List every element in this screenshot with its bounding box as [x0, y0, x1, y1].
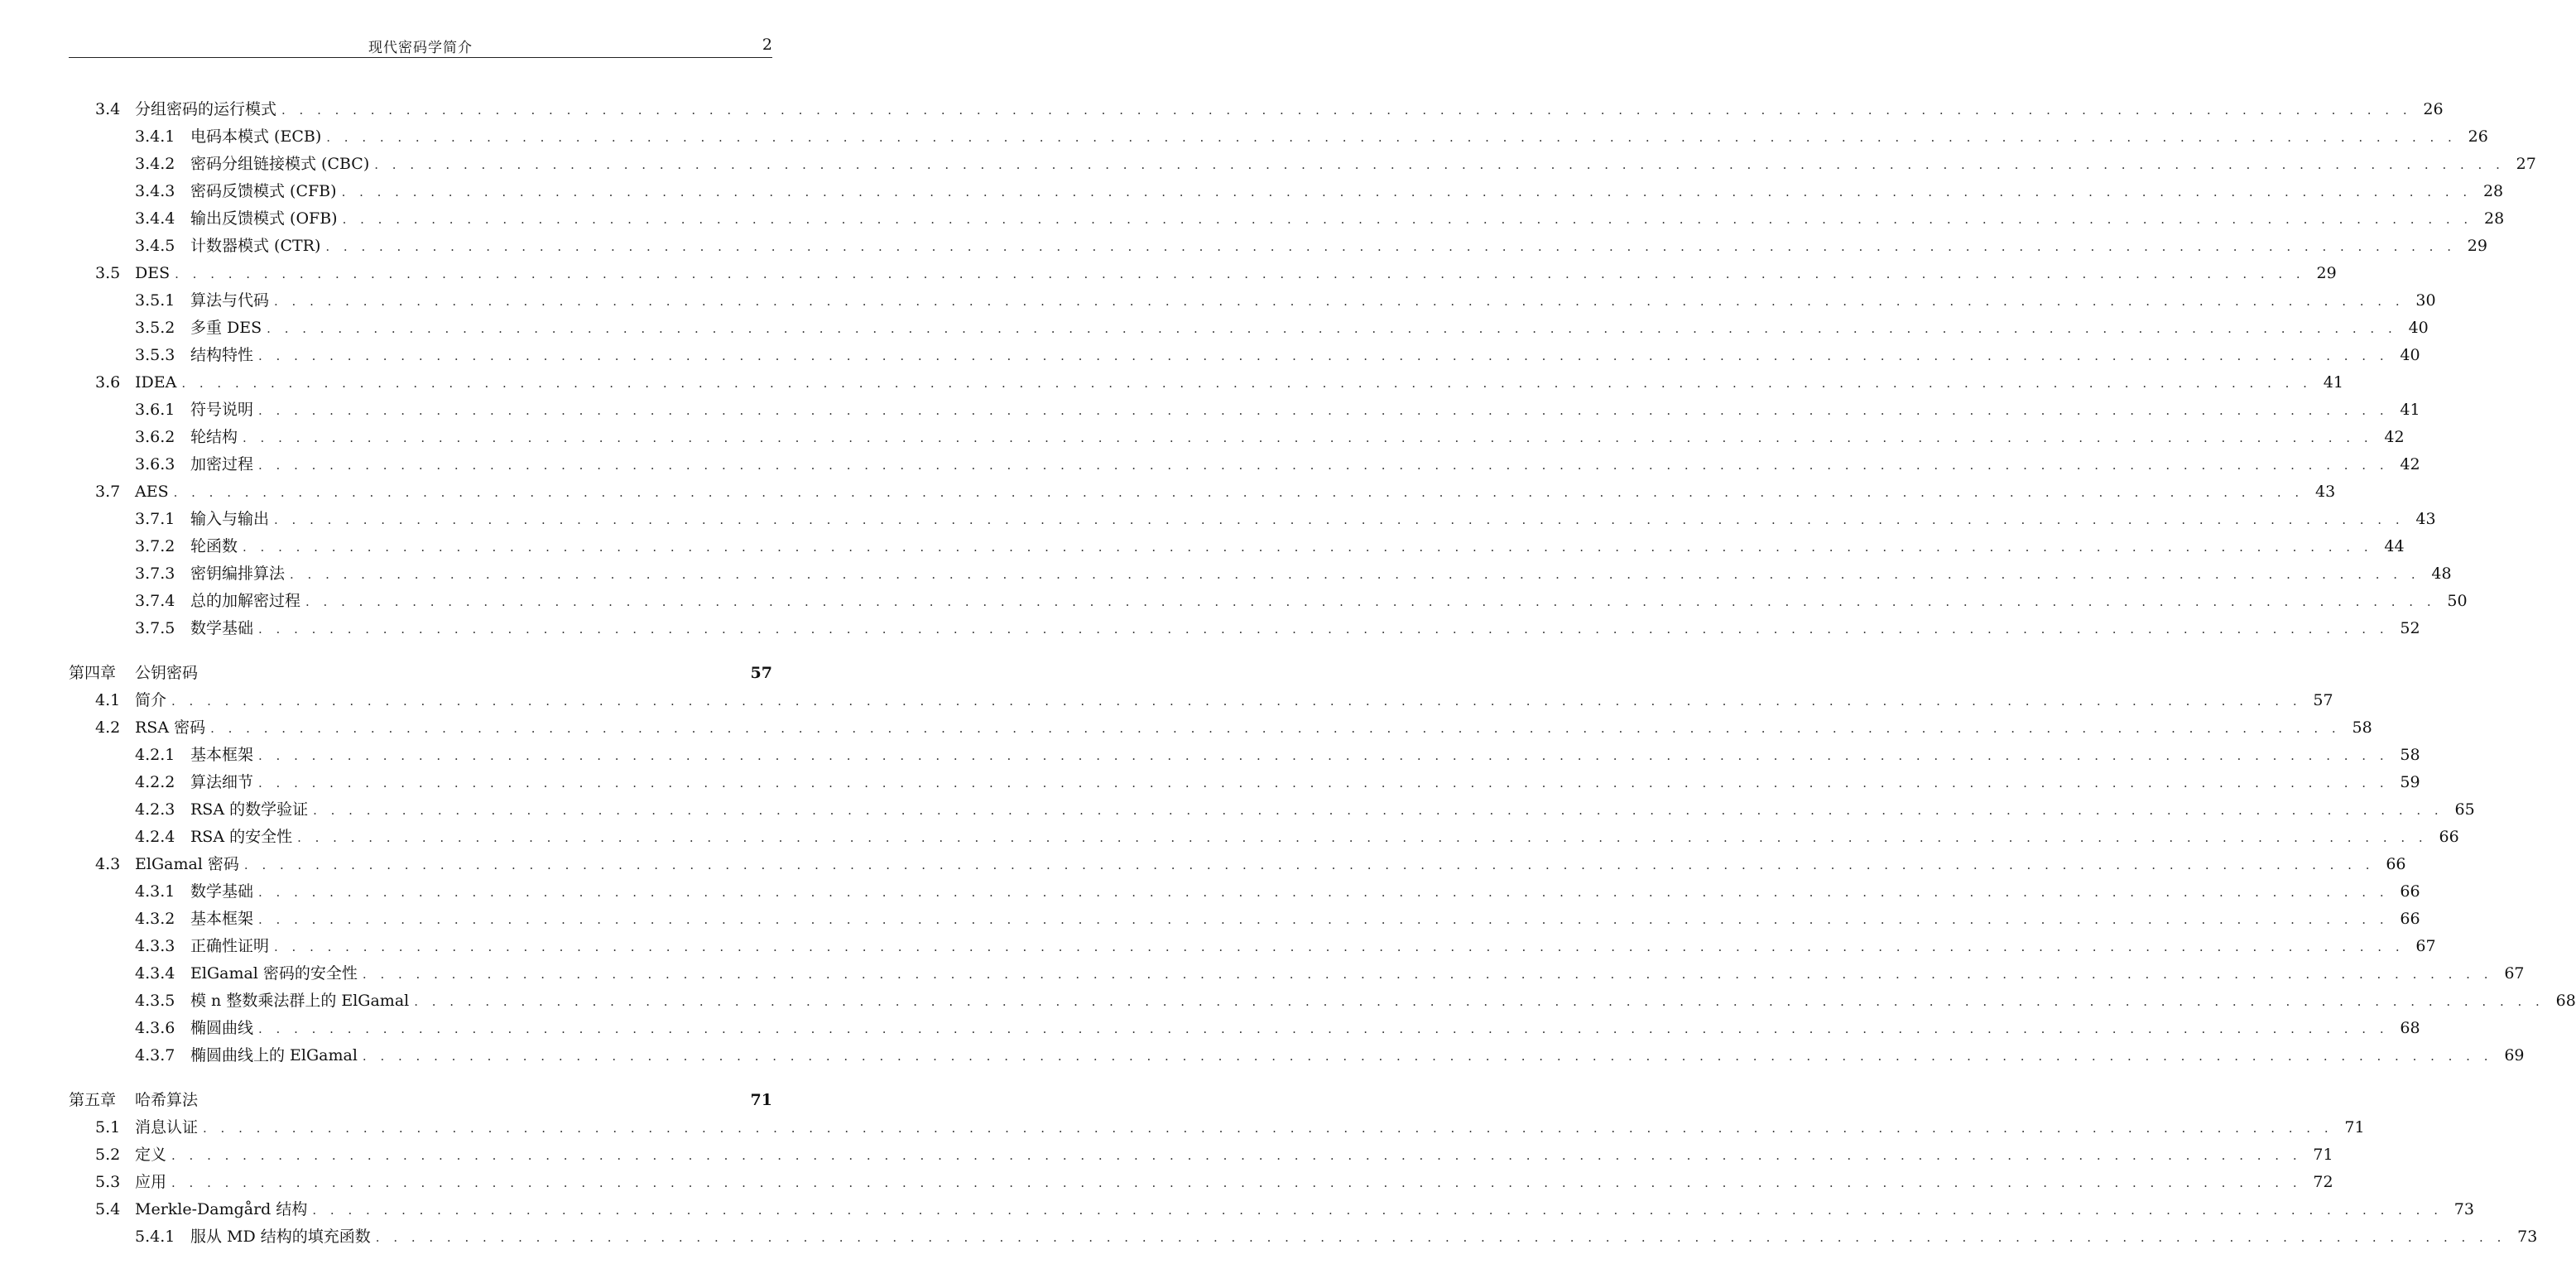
toc-dot-leader: . . . . . . . . . . . . . . . . . . . . . . . . . . . . . . . . . . . . . . . . . . . . . . . . . . . . . . . . . . . . . . . . . . . . . . . . . . . . . . . . . . . . . . . . . . . . . . . . . . . . . . . . . . . . . . . . . . . . . . . .	[313, 803, 2444, 818]
toc-dot-leader: . . . . . . . . . . . . . . . . . . . . . . . . . . . . . . . . . . . . . . . . . . . . . . . . . . . . . . . . . . . . . . . . . . . . . . . . . . . . . . . . . . . . . . . . . . . . . . . . . . . . . . . . . . . . . . . . . . . . . . . .	[258, 622, 2389, 637]
toc-entry-number: 第五章	[69, 1091, 117, 1109]
toc-dot-leader: . . . . . . . . . . . . . . . . . . . . . . . . . . . . . . . . . . . . . . . . . . . . . . . . . . . . . . . . . . . . . . . . . . . . . . . . . . . . . . . . . . . . . . . . . . . . . . . . . . . . . . . . . . . . . . . . . . . . . . . .	[290, 567, 2420, 582]
toc-dot-leader: . . . . . . . . . . . . . . . . . . . . . . . . . . . . . . . . . . . . . . . . . . . . . . . . . . . . . . . . . . . . . . . . . . . . . . . . . . . . . . . . . . . . . . . . . . . . . . . . . . . . . . . . . . . . . . . . . . . . . . . .	[175, 267, 2305, 281]
toc-dot-leader: . . . . . . . . . . . . . . . . . . . . . . . . . . . . . . . . . . . . . . . . . . . . . . . . . . . . . . . . . . . . . . . . . . . . . . . . . . . . . . . . . . . . . . . . . . . . . . . . . . . . . . . . . . . . . . . . . . . . . . . .	[325, 239, 2456, 254]
toc-section-entry[interactable]	[69, 1196, 2474, 1223]
toc-entry-title: 数学基础	[190, 882, 254, 901]
toc-entry-number: 4.2.3	[135, 800, 175, 819]
toc-entry-title: 电码本模式 (ECB)	[190, 127, 322, 146]
toc-entry-title: Merkle-Damgård 结构	[135, 1200, 308, 1218]
toc-entry-title: 输出反馈模式 (OFB)	[190, 209, 338, 228]
toc-entry-title: 椭圆曲线上的 ElGamal	[190, 1046, 358, 1064]
toc-entry-title: 应用	[135, 1173, 167, 1191]
toc-entry-page: 71	[2313, 1146, 2333, 1164]
toc-entry-title: RSA 的安全性	[190, 828, 293, 846]
toc-entry-title: 哈希算法	[135, 1091, 199, 1109]
toc-entry-page: 26	[2423, 100, 2444, 118]
toc-entry-title: 轮函数	[190, 537, 238, 555]
toc-entry-number: 3.5.2	[135, 319, 175, 337]
toc-entry-title: 椭圆曲线	[190, 1019, 254, 1037]
toc-section-entry[interactable]	[69, 714, 2372, 742]
toc-dot-leader: . . . . . . . . . . . . . . . . . . . . . . . . . . . . . . . . . . . . . . . . . . . . . . . . . . . . . . . . . . . . . . . . . . . . . . . . . . . . . . . . . . . . . . . . . . . . . . . . . . . . . . . . . . . . . . . . . . . . . . . .	[181, 376, 2312, 391]
toc-entry-title: AES	[135, 483, 169, 501]
toc-entry-number: 3.4.2	[135, 155, 175, 173]
toc-entry-title: 总的加解密过程	[190, 592, 301, 610]
toc-section-entry[interactable]	[69, 687, 2333, 714]
toc-dot-leader: . . . . . . . . . . . . . . . . . . . . . . . . . . . . . . . . . . . . . . . . . . . . . . . . . . . . . . . . . . . . . . . . . . . . . . . . . . . . . . . . . . . . . . . . . . . . . . . . . . . . . . . . . . . . . . . . . . . . . . . .	[258, 458, 2389, 473]
toc-subsection-entry[interactable]	[69, 906, 2420, 933]
toc-entry-title: 密码分组链接模式 (CBC)	[190, 155, 370, 173]
table-of-contents	[69, 96, 2576, 1251]
toc-dot-leader: . . . . . . . . . . . . . . . . . . . . . . . . . . . . . . . . . . . . . . . . . . . . . . . . . . . . . . . . . . . . . . . . . . . . . . . . . . . . . . . . . . . . . . . . . . . . . . . . . . . . . . . . . . . . . . . . . . . . . . . .	[267, 321, 2397, 336]
toc-entry-page: 71	[2344, 1118, 2365, 1136]
toc-section-entry[interactable]	[69, 369, 2343, 396]
toc-entry-number: 4.2	[95, 718, 121, 737]
toc-subsection-entry[interactable]	[69, 615, 2420, 642]
toc-entry-page: 58	[2352, 718, 2372, 737]
toc-entry-page: 69	[2504, 1046, 2525, 1064]
toc-entry-page: 66	[2400, 882, 2420, 901]
toc-entry-title: 消息认证	[135, 1118, 199, 1136]
toc-dot-leader: . . . . . . . . . . . . . . . . . . . . . . . . . . . . . . . . . . . . . . . . . . . . . . . . . . . . . . . . . . . . . . . . . . . . . . . . . . . . . . . . . . . . . . . . . . . . . . . . . . . . . . . . . . . . . . . . . . . . . . . .	[171, 694, 2302, 709]
toc-entry-page: 50	[2447, 592, 2468, 610]
toc-subsection-entry[interactable]	[69, 1015, 2420, 1042]
toc-entry-page: 73	[2453, 1200, 2474, 1218]
toc-entry-number: 4.3.3	[135, 937, 175, 955]
toc-entry-page: 41	[2323, 373, 2343, 392]
toc-entry-page: 66	[2439, 828, 2459, 846]
toc-dot-leader: . . . . . . . . . . . . . . . . . . . . . . . . . . . . . . . . . . . . . . . . . . . . . . . . . . . . . . . . . . . . . . . . . . . . . . . . . . . . . . . . . . . . . . . . . . . . . . . . . . . . . . . . . . . . . . . . . . . . . . . .	[341, 185, 2473, 199]
toc-entry-number: 3.6	[95, 373, 121, 392]
toc-subsection-entry[interactable]	[69, 1223, 2538, 1251]
page-header	[69, 33, 772, 58]
toc-dot-leader: . . . . . . . . . . . . . . . . . . . . . . . . . . . . . . . . . . . . . . . . . . . . . . . . . . . . . . . . . . . . . . . . . . . . . . . . . . . . . . . . . . . . . . . . . . . . . . . . . . . . . . . . . . . . . . . . . . . . . . . .	[258, 885, 2389, 900]
toc-dot-leader: . . . . . . . . . . . . . . . . . . . . . . . . . . . . . . . . . . . . . . . . . . . . . . . . . . . . . . . . . . . . . . . . . . . . . . . . . . . . . . . . . . . . . . . . . . . . . . . . . . . . . . . . . . . . . . . . . . . . . . . .	[362, 1049, 2493, 1064]
header-rule	[69, 57, 772, 58]
toc-dot-leader: . . . . . . . . . . . . . . . . . . . . . . . . . . . . . . . . . . . . . . . . . . . . . . . . . . . . . . . . . . . . . . . . . . . . . . . . . . . . . . . . . . . . . . . . . . . . . . . . . . . . . . . . . . . . . . . . . . . . . . . .	[326, 130, 2457, 145]
toc-entry-title: 基本框架	[190, 746, 254, 764]
toc-entry-title: 多重 DES	[190, 319, 262, 337]
toc-entry-title: 轮结构	[190, 428, 238, 446]
toc-subsection-entry[interactable]	[69, 424, 2405, 451]
toc-entry-page: 66	[2386, 855, 2406, 873]
toc-entry-number: 5.3	[95, 1173, 121, 1191]
toc-entry-number: 3.5.1	[135, 291, 175, 310]
toc-entry-number: 3.6.3	[135, 455, 175, 473]
toc-subsection-entry[interactable]	[69, 123, 2488, 151]
toc-entry-title: 服从 MD 结构的填充函数	[190, 1228, 371, 1246]
toc-entry-title: DES	[135, 264, 171, 282]
toc-entry-page: 42	[2384, 428, 2405, 446]
toc-dot-leader: . . . . . . . . . . . . . . . . . . . . . . . . . . . . . . . . . . . . . . . . . . . . . . . . . . . . . . . . . . . . . . . . . . . . . . . . . . . . . . . . . . . . . . . . . . . . . . . . . . . . . . . . . . . . . . . . . . . . . . . .	[297, 830, 2428, 845]
toc-entry-title: 输入与输出	[190, 510, 270, 528]
toc-entry-page: 42	[2400, 455, 2420, 473]
toc-dot-leader: . . . . . . . . . . . . . . . . . . . . . . . . . . . . . . . . . . . . . . . . . . . . . . . . . . . . . . . . . . . . . . . . . . . . . . . . . . . . . . . . . . . . . . . . . . . . . . . . . . . . . . . . . . . . . . . . . . . . . . . .	[281, 103, 2412, 118]
toc-subsection-entry[interactable]	[69, 878, 2420, 906]
toc-dot-leader: . . . . . . . . . . . . . . . . . . . . . . . . . . . . . . . . . . . . . . . . . . . . . . . . . . . . . . . . . . . . . . . . . . . . . . . . . . . . . . . . . . . . . . . . . . . . . . . . . . . . . . . . . . . . . . . . . . . . . . . .	[274, 939, 2405, 954]
toc-dot-leader: . . . . . . . . . . . . . . . . . . . . . . . . . . . . . . . . . . . . . . . . . . . . . . . . . . . . . . . . . . . . . . . . . . . . . . . . . . . . . . . . . . . . . . . . . . . . . . . . . . . . . . . . . . . . . . . . . . . . . . . .	[171, 1175, 2302, 1190]
toc-entry-number: 4.3.6	[135, 1019, 175, 1037]
toc-entry-page: 40	[2400, 346, 2420, 364]
toc-entry-title: RSA 密码	[135, 718, 206, 737]
toc-entry-number: 4.1	[95, 691, 121, 709]
toc-entry-title: 加密过程	[190, 455, 254, 473]
toc-entry-number: 5.4.1	[135, 1228, 175, 1246]
toc-entry-page: 52	[2400, 619, 2420, 637]
toc-entry-number: 第四章	[69, 664, 117, 682]
toc-dot-leader: . . . . . . . . . . . . . . . . . . . . . . . . . . . . . . . . . . . . . . . . . . . . . . . . . . . . . . . . . . . . . . . . . . . . . . . . . . . . . . . . . . . . . . . . . . . . . . . . . . . . . . . . . . . . . . . . . . . . . . . .	[210, 721, 2341, 736]
toc-dot-leader: . . . . . . . . . . . . . . . . . . . . . . . . . . . . . . . . . . . . . . . . . . . . . . . . . . . . . . . . . . . . . . . . . . . . . . . . . . . . . . . . . . . . . . . . . . . . . . . . . . . . . . . . . . . . . . . . . . . . . . . .	[375, 1230, 2506, 1245]
toc-subsection-entry[interactable]	[69, 396, 2420, 424]
toc-entry-page: 58	[2400, 746, 2420, 764]
toc-entry-number: 4.3.5	[135, 992, 175, 1010]
toc-entry-title: 算法与代码	[190, 291, 270, 310]
toc-subsection-entry[interactable]	[69, 205, 2505, 233]
toc-dot-leader: . . . . . . . . . . . . . . . . . . . . . . . . . . . . . . . . . . . . . . . . . . . . . . . . . . . . . . . . . . . . . . . . . . . . . . . . . . . . . . . . . . . . . . . . . . . . . . . . . . . . . . . . . . . . . . . . . . . . . . . .	[243, 430, 2373, 445]
toc-subsection-entry[interactable]	[69, 287, 2436, 315]
toc-entry-number: 3.4.5	[135, 237, 175, 255]
toc-subsection-entry[interactable]	[69, 987, 2576, 1015]
toc-entry-number: 3.7	[95, 483, 121, 501]
toc-entry-number: 4.3	[95, 855, 121, 873]
toc-entry-page: 28	[2483, 209, 2505, 228]
toc-entry-number: 3.7.4	[135, 592, 175, 610]
toc-dot-leader: . . . . . . . . . . . . . . . . . . . . . . . . . . . . . . . . . . . . . . . . . . . . . . . . . . . . . . . . . . . . . . . . . . . . . . . . . . . . . . . . . . . . . . . . . . . . . . . . . . . . . . . . . . . . . . . . . . . . . . . .	[243, 540, 2373, 555]
toc-entry-title: 简介	[135, 691, 167, 709]
toc-entry-title: 基本框架	[190, 910, 254, 928]
toc-subsection-entry[interactable]	[69, 769, 2420, 796]
toc-dot-leader: . . . . . . . . . . . . . . . . . . . . . . . . . . . . . . . . . . . . . . . . . . . . . . . . . . . . . . . . . . . . . . . . . . . . . . . . . . . . . . . . . . . . . . . . . . . . . . . . . . . . . . . . . . . . . . . . . . . . . . . .	[374, 157, 2505, 172]
toc-entry-number: 3.5	[95, 264, 121, 282]
toc-entry-number: 4.2.1	[135, 746, 175, 764]
toc-subsection-entry[interactable]	[69, 233, 2487, 260]
toc-entry-title: 算法细节	[190, 773, 254, 791]
toc-entry-title: IDEA	[135, 373, 177, 392]
toc-entry-page: 67	[2504, 964, 2525, 983]
toc-entry-number: 3.4	[95, 100, 121, 118]
toc-dot-leader: . . . . . . . . . . . . . . . . . . . . . . . . . . . . . . . . . . . . . . . . . . . . . . . . . . . . . . . . . . . . . . . . . . . . . . . . . . . . . . . . . . . . . . . . . . . . . . . . . . . . . . . . . . . . . . . . . . . . . . . .	[203, 1121, 2333, 1136]
toc-subsection-entry[interactable]	[69, 933, 2436, 960]
toc-entry-number: 5.2	[95, 1146, 121, 1164]
toc-entry-number: 3.7.1	[135, 510, 175, 528]
toc-entry-title: 数学基础	[190, 619, 254, 637]
toc-dot-leader: . . . . . . . . . . . . . . . . . . . . . . . . . . . . . . . . . . . . . . . . . . . . . . . . . . . . . . . . . . . . . . . . . . . . . . . . . . . . . . . . . . . . . . . . . . . . . . . . . . . . . . . . . . . . . . . . . . . . . . . .	[258, 776, 2389, 790]
toc-entry-title: ElGamal 密码	[135, 855, 239, 873]
toc-entry-number: 3.6.1	[135, 401, 175, 419]
toc-dot-leader: . . . . . . . . . . . . . . . . . . . . . . . . . . . . . . . . . . . . . . . . . . . . . . . . . . . . . . . . . . . . . . . . . . . . . . . . . . . . . . . . . . . . . . . . . . . . . . . . . . . . . . . . . . . . . . . . . . . . . . . .	[258, 1021, 2389, 1036]
toc-dot-leader: . . . . . . . . . . . . . . . . . . . . . . . . . . . . . . . . . . . . . . . . . . . . . . . . . . . . . . . . . . . . . . . . . . . . . . . . . . . . . . . . . . . . . . . . . . . . . . . . . . . . . . . . . . . . . . . . . . . . . . . .	[274, 294, 2405, 309]
toc-entry-title: ElGamal 密码的安全性	[190, 964, 358, 983]
toc-entry-page: 41	[2400, 401, 2420, 419]
toc-section-entry[interactable]	[69, 96, 2444, 123]
toc-entry-page: 67	[2415, 937, 2436, 955]
toc-subsection-entry[interactable]	[69, 506, 2436, 533]
toc-dot-leader: . . . . . . . . . . . . . . . . . . . . . . . . . . . . . . . . . . . . . . . . . . . . . . . . . . . . . . . . . . . . . . . . . . . . . . . . . . . . . . . . . . . . . . . . . . . . . . . . . . . . . . . . . . . . . . . . . . . . . . . .	[258, 748, 2389, 763]
toc-entry-page: 71	[750, 1091, 772, 1109]
toc-section-entry[interactable]	[69, 851, 2406, 878]
toc-entry-number: 4.3.7	[135, 1046, 175, 1064]
toc-entry-number: 3.4.1	[135, 127, 175, 146]
toc-entry-page: 48	[2431, 565, 2452, 583]
toc-entry-page: 26	[2468, 127, 2488, 146]
toc-entry-page: 72	[2313, 1173, 2333, 1191]
toc-section-entry[interactable]	[69, 1141, 2333, 1169]
toc-subsection-entry[interactable]	[69, 451, 2420, 478]
toc-subsection-entry[interactable]	[69, 315, 2429, 342]
toc-subsection-entry[interactable]	[69, 588, 2468, 615]
toc-dot-leader: . . . . . . . . . . . . . . . . . . . . . . . . . . . . . . . . . . . . . . . . . . . . . . . . . . . . . . . . . . . . . . . . . . . . . . . . . . . . . . . . . . . . . . . . . . . . . . . . . . . . . . . . . . . . . . . . . . . . . . . .	[243, 858, 2375, 872]
toc-entry-number: 3.6.2	[135, 428, 175, 446]
toc-subsection-entry[interactable]	[69, 1042, 2525, 1069]
toc-subsection-entry[interactable]	[69, 533, 2405, 560]
toc-entry-page: 57	[2313, 691, 2333, 709]
toc-entry-page: 30	[2415, 291, 2436, 310]
toc-dot-leader: . . . . . . . . . . . . . . . . . . . . . . . . . . . . . . . . . . . . . . . . . . . . . . . . . . . . . . . . . . . . . . . . . . . . . . . . . . . . . . . . . . . . . . . . . . . . . . . . . . . . . . . . . . . . . . . . . . . . . . . .	[274, 512, 2405, 527]
toc-entry-page: 44	[2384, 537, 2405, 555]
toc-section-entry[interactable]	[69, 1169, 2333, 1196]
page-number: 2	[762, 36, 772, 54]
toc-subsection-entry[interactable]	[69, 560, 2452, 588]
toc-subsection-entry[interactable]	[69, 342, 2420, 369]
toc-entry-number: 5.1	[95, 1118, 121, 1136]
toc-dot-leader: . . . . . . . . . . . . . . . . . . . . . . . . . . . . . . . . . . . . . . . . . . . . . . . . . . . . . . . . . . . . . . . . . . . . . . . . . . . . . . . . . . . . . . . . . . . . . . . . . . . . . . . . . . . . . . . . . . . . . . . .	[171, 1148, 2302, 1163]
toc-subsection-entry[interactable]	[69, 796, 2475, 824]
toc-section-entry[interactable]	[69, 478, 2336, 506]
toc-dot-leader: . . . . . . . . . . . . . . . . . . . . . . . . . . . . . . . . . . . . . . . . . . . . . . . . . . . . . . . . . . . . . . . . . . . . . . . . . . . . . . . . . . . . . . . . . . . . . . . . . . . . . . . . . . . . . . . . . . . . . . . .	[362, 967, 2493, 982]
toc-entry-number: 3.4.3	[135, 182, 175, 200]
toc-chapter-entry[interactable]	[69, 660, 772, 687]
toc-entry-page: 68	[2400, 1019, 2420, 1037]
toc-entry-page: 43	[2315, 483, 2336, 501]
toc-dot-leader: . . . . . . . . . . . . . . . . . . . . . . . . . . . . . . . . . . . . . . . . . . . . . . . . . . . . . . . . . . . . . . . . . . . . . . . . . . . . . . . . . . . . . . . . . . . . . . . . . . . . . . . . . . . . . . . . . . . . . . . .	[258, 403, 2389, 418]
toc-entry-number: 4.2.2	[135, 773, 175, 791]
toc-entry-page: 43	[2415, 510, 2436, 528]
toc-entry-number: 3.7.3	[135, 565, 175, 583]
toc-entry-page: 68	[2555, 992, 2576, 1010]
toc-subsection-entry[interactable]	[69, 178, 2504, 205]
toc-section-entry[interactable]	[69, 1114, 2365, 1141]
toc-entry-number: 4.2.4	[135, 828, 175, 846]
toc-dot-leader: . . . . . . . . . . . . . . . . . . . . . . . . . . . . . . . . . . . . . . . . . . . . . . . . . . . . . . . . . . . . . . . . . . . . . . . . . . . . . . . . . . . . . . . . . . . . . . . . . . . . . . . . . . . . . . . . . . . . . . . .	[305, 594, 2436, 609]
toc-subsection-entry[interactable]	[69, 151, 2536, 178]
toc-entry-number: 4.3.1	[135, 882, 175, 901]
toc-entry-title: 计数器模式 (CTR)	[190, 237, 321, 255]
toc-entry-number: 3.7.5	[135, 619, 175, 637]
toc-entry-title: 结构特性	[190, 346, 254, 364]
toc-entry-number: 4.3.4	[135, 964, 175, 983]
toc-entry-page: 40	[2408, 319, 2429, 337]
toc-entry-page: 59	[2400, 773, 2420, 791]
toc-entry-page: 65	[2454, 800, 2475, 819]
toc-entry-page: 27	[2516, 155, 2536, 173]
toc-entry-title: 正确性证明	[190, 937, 270, 955]
toc-dot-leader: . . . . . . . . . . . . . . . . . . . . . . . . . . . . . . . . . . . . . . . . . . . . . . . . . . . . . . . . . . . . . . . . . . . . . . . . . . . . . . . . . . . . . . . . . . . . . . . . . . . . . . . . . . . . . . . . . . . . . . . .	[414, 994, 2545, 1009]
toc-section-entry[interactable]	[69, 260, 2337, 287]
toc-subsection-entry[interactable]	[69, 742, 2420, 769]
toc-entry-page: 57	[750, 664, 772, 682]
toc-entry-title: 定义	[135, 1146, 167, 1164]
toc-entry-page: 28	[2482, 182, 2504, 200]
toc-entry-title: 分组密码的运行模式	[135, 100, 277, 118]
toc-entry-title: RSA 的数学验证	[190, 800, 309, 819]
toc-dot-leader: . . . . . . . . . . . . . . . . . . . . . . . . . . . . . . . . . . . . . . . . . . . . . . . . . . . . . . . . . . . . . . . . . . . . . . . . . . . . . . . . . . . . . . . . . . . . . . . . . . . . . . . . . . . . . . . . . . . . . . . .	[258, 912, 2389, 927]
toc-entry-page: 73	[2517, 1228, 2538, 1246]
toc-entry-page: 66	[2400, 910, 2420, 928]
toc-entry-title: 密码反馈模式 (CFB)	[190, 182, 337, 200]
toc-entry-number: 3.4.4	[135, 209, 175, 228]
toc-subsection-entry[interactable]	[69, 960, 2525, 987]
toc-entry-page: 29	[2316, 264, 2337, 282]
toc-entry-title: 符号说明	[190, 401, 254, 419]
toc-dot-leader: . . . . . . . . . . . . . . . . . . . . . . . . . . . . . . . . . . . . . . . . . . . . . . . . . . . . . . . . . . . . . . . . . . . . . . . . . . . . . . . . . . . . . . . . . . . . . . . . . . . . . . . . . . . . . . . . . . . . . . . .	[173, 485, 2304, 500]
toc-entry-page: 29	[2467, 237, 2487, 255]
toc-entry-number: 3.5.3	[135, 346, 175, 364]
toc-entry-title: 公钥密码	[135, 664, 199, 682]
toc-entry-number: 5.4	[95, 1200, 121, 1218]
toc-entry-title: 密钥编排算法	[190, 565, 286, 583]
toc-dot-leader: . . . . . . . . . . . . . . . . . . . . . . . . . . . . . . . . . . . . . . . . . . . . . . . . . . . . . . . . . . . . . . . . . . . . . . . . . . . . . . . . . . . . . . . . . . . . . . . . . . . . . . . . . . . . . . . . . . . . . . . .	[312, 1203, 2443, 1218]
toc-chapter-entry[interactable]	[69, 1087, 772, 1114]
toc-entry-number: 3.7.2	[135, 537, 175, 555]
toc-subsection-entry[interactable]	[69, 824, 2459, 851]
toc-dot-leader: . . . . . . . . . . . . . . . . . . . . . . . . . . . . . . . . . . . . . . . . . . . . . . . . . . . . . . . . . . . . . . . . . . . . . . . . . . . . . . . . . . . . . . . . . . . . . . . . . . . . . . . . . . . . . . . . . . . . . . . .	[258, 348, 2389, 363]
toc-dot-leader: . . . . . . . . . . . . . . . . . . . . . . . . . . . . . . . . . . . . . . . . . . . . . . . . . . . . . . . . . . . . . . . . . . . . . . . . . . . . . . . . . . . . . . . . . . . . . . . . . . . . . . . . . . . . . . . . . . . . . . . .	[342, 212, 2473, 227]
running-title: 现代密码学简介	[368, 40, 473, 56]
toc-entry-title: 模 n 整数乘法群上的 ElGamal	[190, 992, 410, 1010]
toc-entry-number: 4.3.2	[135, 910, 175, 928]
